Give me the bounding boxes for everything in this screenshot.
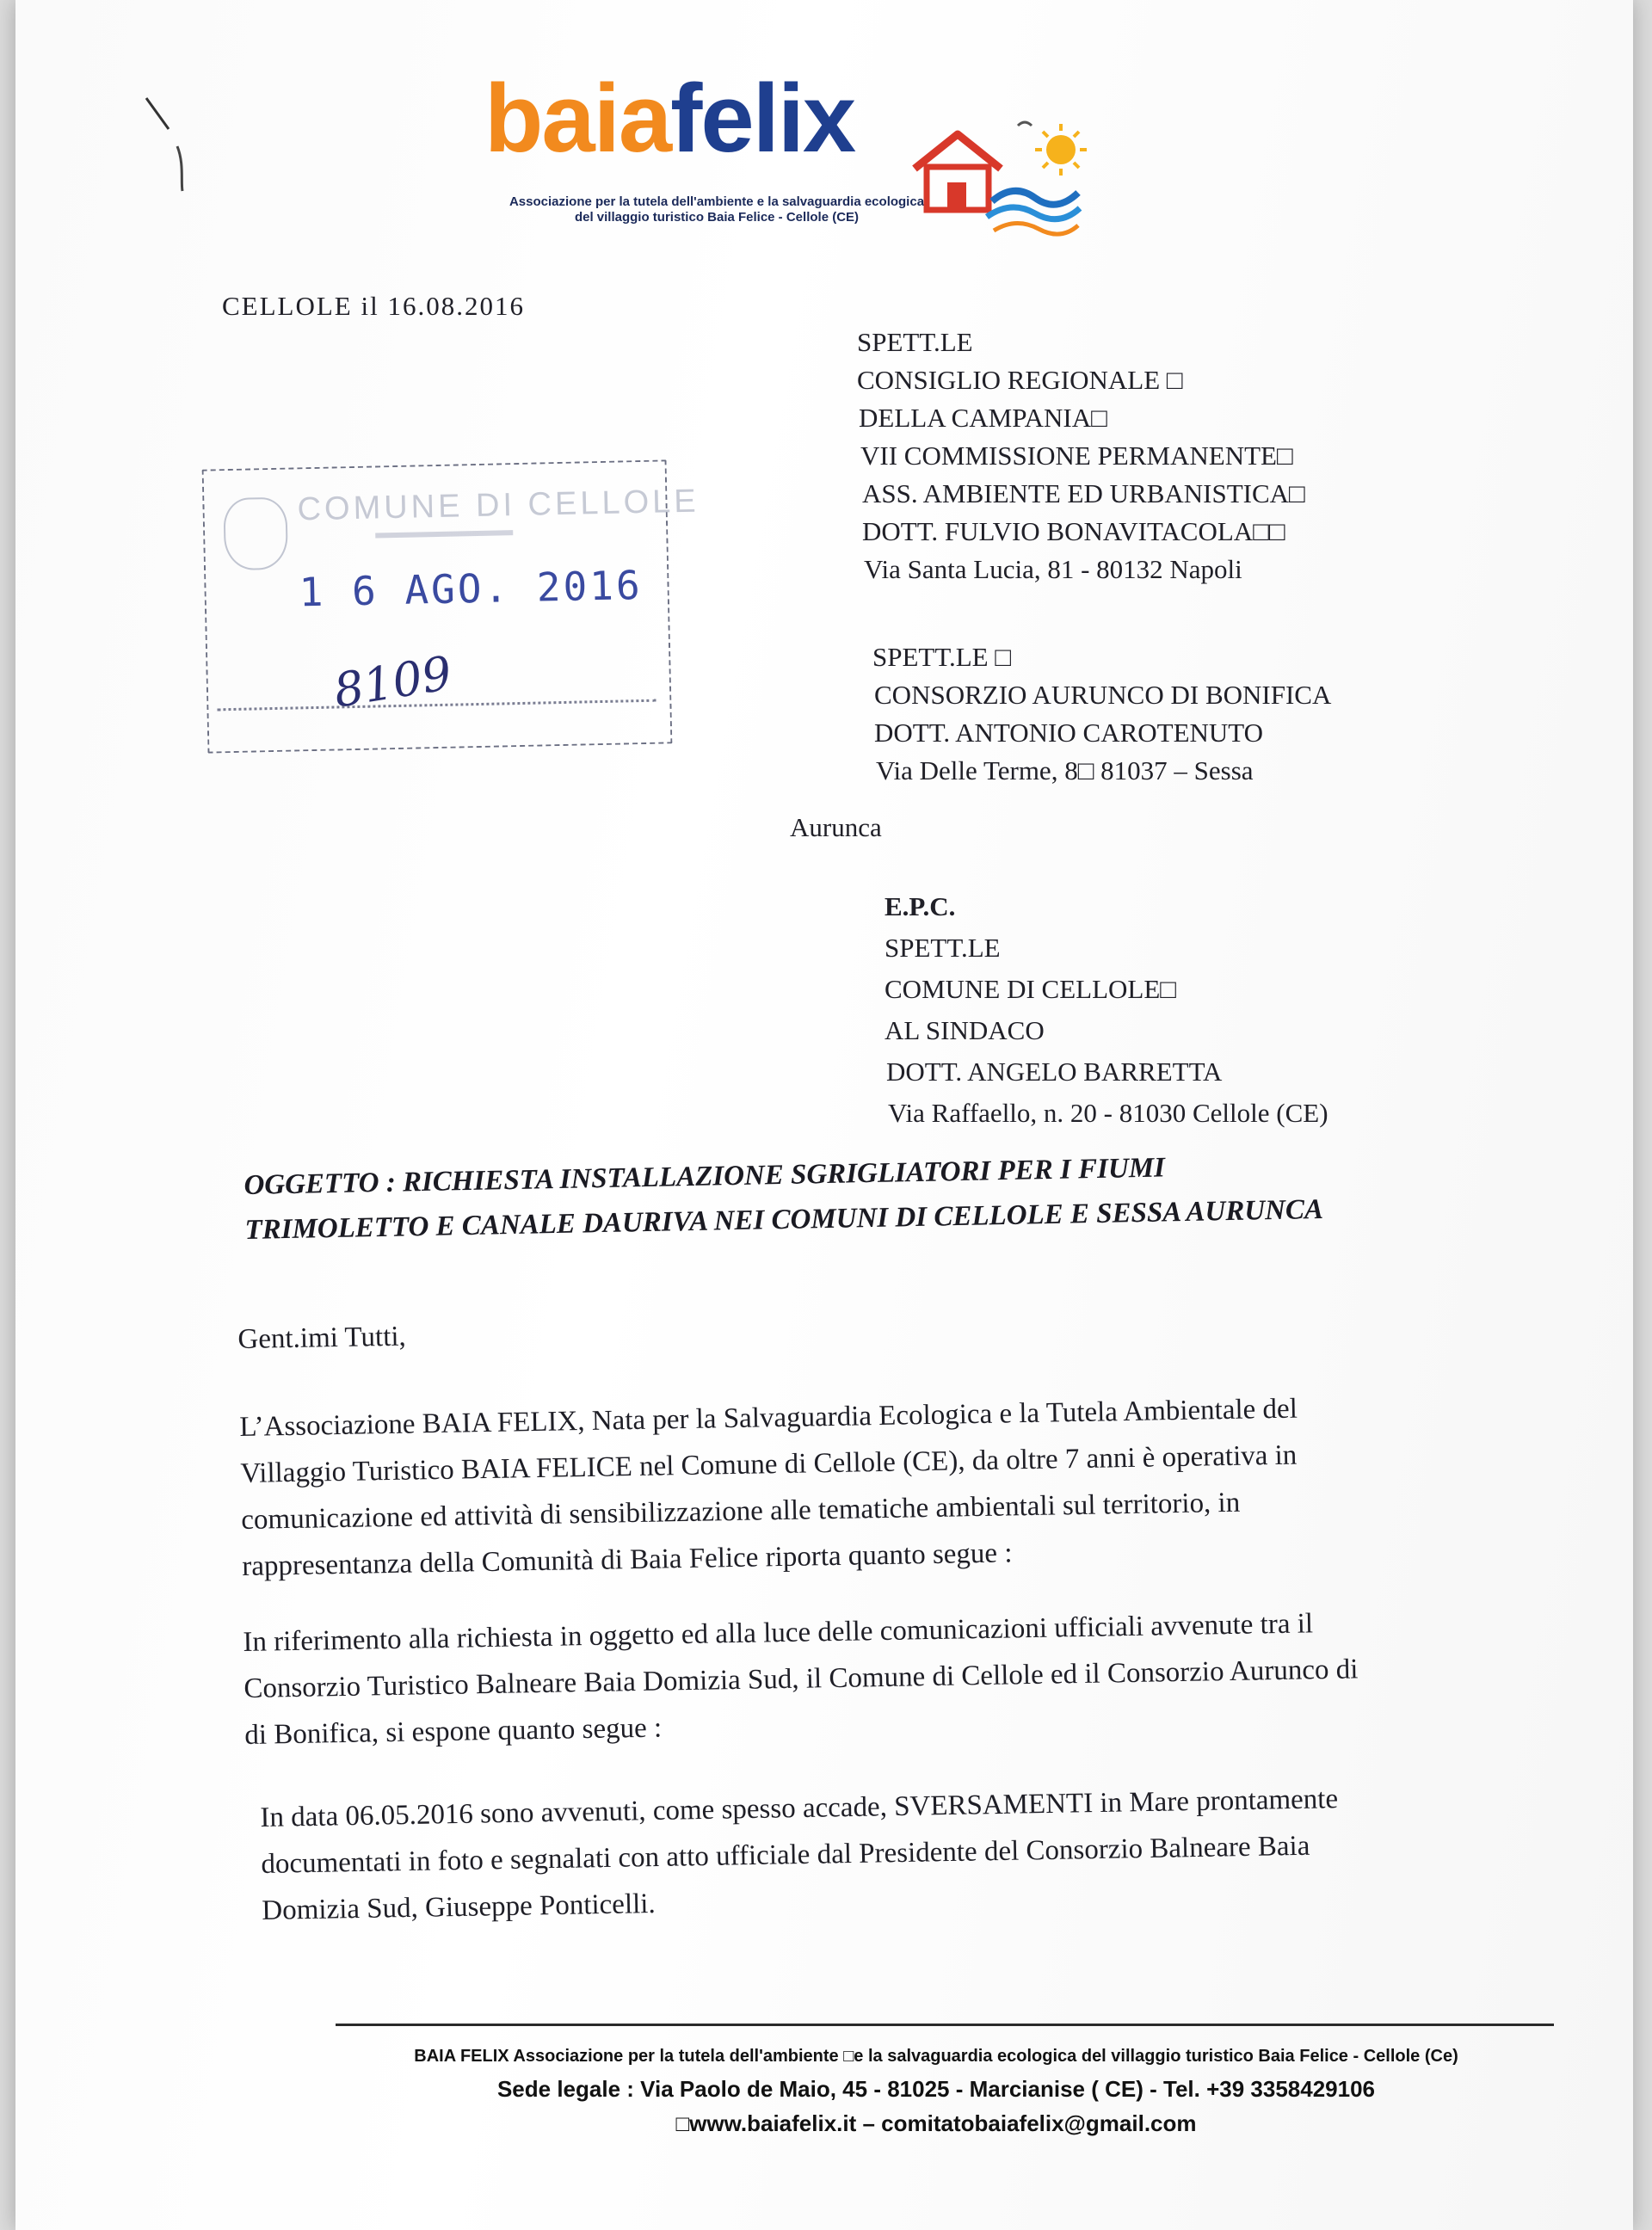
recipient-line: VII COMMISSIONE PERMANENTE□ xyxy=(860,440,1293,471)
recipient-line: CONSIGLIO REGIONALE □ xyxy=(857,365,1183,395)
stamp-office: COMUNE DI CELLOLE xyxy=(297,483,700,528)
logo-word-felix: felix xyxy=(670,65,855,172)
recipient-line: E.P.C. xyxy=(885,891,956,921)
paragraph-3 xyxy=(260,1771,1605,1934)
staple-mark xyxy=(143,95,194,198)
logo-tagline-line-2: del villaggio turistico Baia Felice - Cellole (CE) xyxy=(574,210,860,225)
recipient-regione xyxy=(857,323,1305,588)
house-sun-wave-icon xyxy=(897,100,1095,237)
recipient-line: DELLA CAMPANIA□ xyxy=(859,403,1107,433)
letter-page xyxy=(15,0,1633,2230)
paragraph-1 xyxy=(239,1381,1585,1590)
recipient-line: Via Santa Lucia, 81 - 80132 Napoli xyxy=(864,554,1242,584)
paragraph-line: In data 06.05.2016 sono avvenuti, come spesso accade, SVERSAMENTI in Mare prontamente xyxy=(260,1783,1339,1833)
recipient-line: Via Raffaello, n. 20 - 81030 Cellole (CE) xyxy=(888,1098,1328,1128)
paragraph-line: Consorzio Turistico Balneare Baia Domizia Sud, il Comune di Cellole ed il Consorzio Aurunco di xyxy=(243,1654,1359,1704)
recipient-line: CONSORZIO AURUNCO DI BONIFICA xyxy=(874,680,1332,710)
logo-tagline-line-1: Associazione per la tutela dell'ambiente e la salvaguardia ecologica xyxy=(509,194,925,209)
stamp-protocol-number: 8109 xyxy=(330,645,456,718)
paragraph-line: Domizia Sud, Giuseppe Ponticelli. xyxy=(262,1888,656,1926)
recipient-consorzio xyxy=(872,638,1331,790)
letter-subject xyxy=(243,1137,1587,1253)
protocol-stamp xyxy=(202,459,700,753)
recipient-line: SPETT.LE □ xyxy=(872,642,1012,672)
recipient-line: AL SINDACO xyxy=(885,1015,1045,1045)
recipient-line: DOTT. ANTONIO CAROTENUTO xyxy=(874,718,1264,748)
logo-wordmark xyxy=(484,67,854,170)
paragraph-line: comunicazione ed attività di sensibilizzazione alle tematiche ambientali sul territorio, in xyxy=(241,1487,1241,1536)
recipient-line: SPETT.LE xyxy=(857,327,973,357)
footer-contacts: □www.baiafelix.it – comitatobaiafelix@gmail.com xyxy=(675,2110,1197,2136)
footer-address: Sede legale : Via Paolo de Maio, 45 - 81025 - Marcianise ( CE) - Tel. +39 3358429106 xyxy=(496,2076,1376,2102)
recipient-line-wrap: Aurunca xyxy=(790,812,882,842)
paragraph-2 xyxy=(243,1596,1587,1759)
subject-line: OGGETTO : RICHIESTA INSTALLAZIONE SGRIGLIATORI PER I FIUMI xyxy=(243,1152,1166,1201)
logo-tagline xyxy=(502,194,932,225)
salutation xyxy=(237,1293,1581,1363)
logo-word-baia: baia xyxy=(484,65,671,172)
paragraph-line: di Bonifica, si espone quanto segue : xyxy=(244,1712,663,1751)
recipient-line: ASS. AMBIENTE ED URBANISTICA□ xyxy=(862,478,1305,508)
recipient-line: COMUNE DI CELLOLE□ xyxy=(885,974,1177,1004)
footer-divider xyxy=(336,2024,1554,2026)
paragraph-line: L’Associazione BAIA FELIX, Nata per la Salvaguardia Ecologica e la Tutela Ambientale del xyxy=(239,1393,1298,1443)
paragraph-line: Villaggio Turistico BAIA FELICE nel Comune di Cellole (CE), da oltre 7 anni è operativa in xyxy=(240,1439,1298,1489)
paragraph-line: documentati in foto e segnalati con atto ufficiale dal Presidente del Consorzio Balneare Baia xyxy=(261,1830,1310,1880)
baiafelix-logo xyxy=(484,67,1104,248)
footer-association: BAIA FELIX Associazione per la tutela dell'ambiente □e la salvaguardia ecologica del villaggio turistico Baia Felice - Cellole (Ce) xyxy=(414,2047,1458,2066)
recipient-line: DOTT. ANGELO BARRETTA xyxy=(886,1056,1223,1087)
recipient-comune xyxy=(885,886,1328,1134)
recipient-line: Via Delle Terme, 8□ 81037 – Sessa xyxy=(876,755,1254,785)
recipient-line: DOTT. FULVIO BONAVITACOLA□□ xyxy=(862,516,1285,546)
letterhead-footer xyxy=(291,2041,1581,2141)
subject-line: TRIMOLETTO E CANALE DAURIVA NEI COMUNI DI CELLOLE E SESSA AURUNCA xyxy=(244,1193,1324,1246)
paragraph-line: rappresentanza della Comunità di Baia Felice riporta quanto segue : xyxy=(241,1537,1013,1582)
salutation-line: Gent.imi Tutti, xyxy=(237,1321,407,1355)
recipient-line: SPETT.LE xyxy=(885,933,1001,963)
coat-of-arms-icon xyxy=(223,497,288,571)
paragraph-line: In riferimento alla richiesta in oggetto ed alla luce delle comunicazioni ufficiali avvenute tra il xyxy=(243,1608,1314,1658)
place-date: CELLOLE il 16.08.2016 xyxy=(222,291,525,321)
stamp-date: 1 6 AGO. 2016 xyxy=(299,562,644,616)
